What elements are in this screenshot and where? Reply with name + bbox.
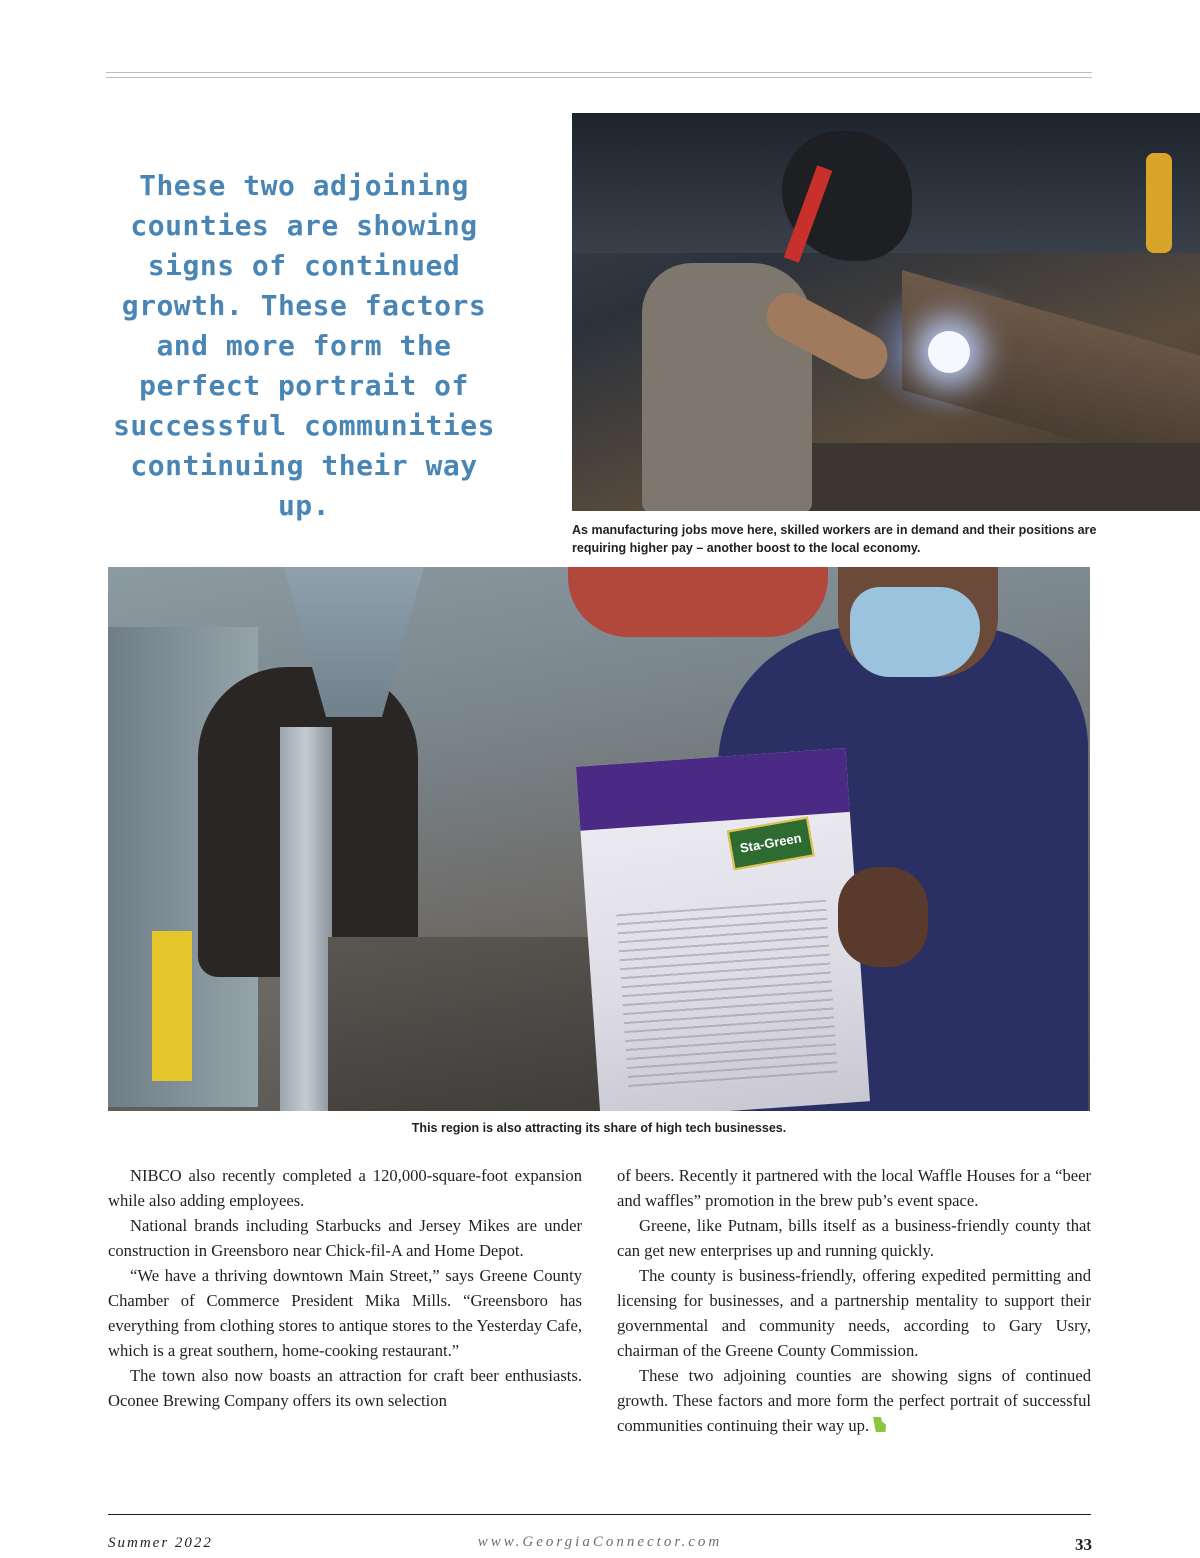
packaging-photo [108,567,1090,1111]
article-column-right [617,1163,1091,1438]
paragraph: The town also now boasts an attraction for craft beer enthusiasts. Oconee Brewing Company offers its own selection [108,1366,582,1410]
paragraph-final [617,1363,1091,1438]
bag-logo: Sta-Green [727,817,815,871]
paragraph: NIBCO also recently completed a 120,000-square-foot expansion while also adding employees. [108,1166,582,1210]
paragraph: The county is business-friendly, offering expedited permitting and licensing for businesses, and a partnership mentality to support their governmental and community needs, according to Gary Usry, chairman of the Greene County Commission. [617,1266,1091,1360]
footer-url: www.GeorgiaConnector.com [477,1534,723,1550]
article-column-left [108,1163,582,1413]
welder-photo [572,113,1200,511]
top-rule-secondary [106,77,1092,78]
footer-issue: Summer 2022 [108,1535,213,1551]
paragraph-text: These two adjoining counties are showing signs of continued growth. These factors and more form the perfect portrait of successful communities continuing their way up. [617,1366,1091,1435]
georgia-end-mark-icon [873,1417,886,1432]
footer-rule [108,1514,1091,1515]
paragraph: “We have a thriving downtown Main Street,” says Greene County Chamber of Commerce President Mika Mills. “Greensboro has everything from clothing stores to antique stores to the Yesterday Cafe, which is a great southern, home-cooking restaurant.” [108,1266,582,1360]
paragraph: Greene, like Putnam, bills itself as a business-friendly county that can get new enterprises up and running quickly. [617,1216,1091,1260]
paragraph: National brands including Starbucks and Jersey Mikes are under construction in Greensboro near Chick-fil-A and Home Depot. [108,1216,582,1260]
packaging-photo-caption: This region is also attracting its share of high tech businesses. [411,1121,787,1135]
welder-photo-caption: As manufacturing jobs move here, skilled workers are in demand and their positions are requiring higher pay – another boost to the local economy. [572,523,1097,555]
paragraph: of beers. Recently it partnered with the local Waffle Houses for a “beer and waffles” promotion in the brew pub’s event space. [617,1166,1091,1210]
page-number: 33 [1075,1535,1092,1554]
top-rule [106,72,1092,73]
fertilizer-bag [576,748,870,1111]
pull-quote: These two adjoining counties are showing signs of continued growth. These factors and more form the perfect portrait of successful communities continuing their way up. [113,169,495,522]
